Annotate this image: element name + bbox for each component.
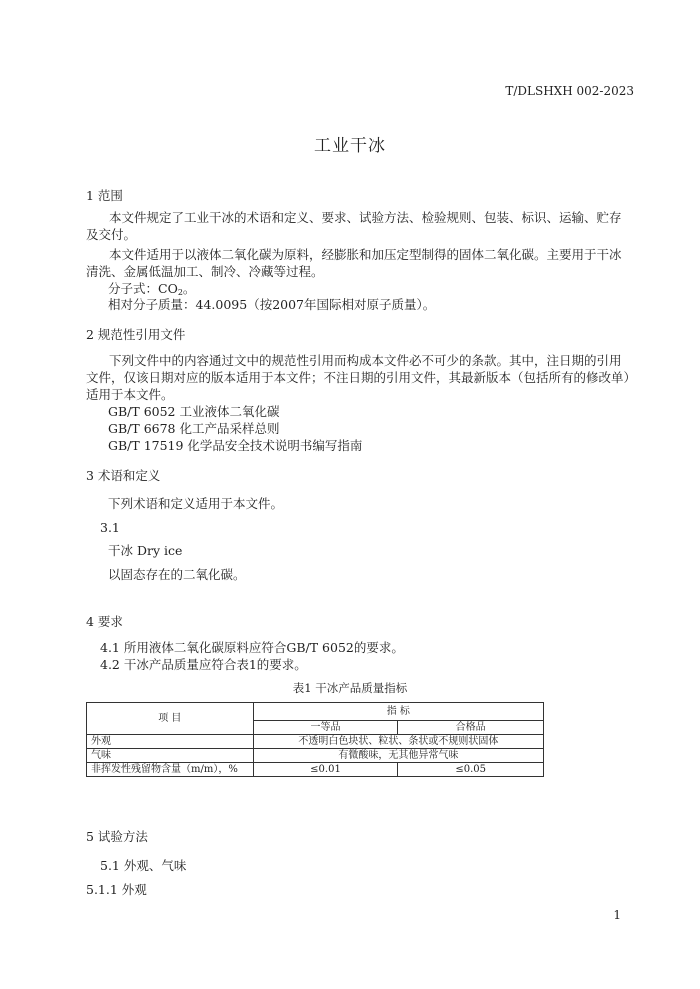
table-cell: 有微酸味，无其他异常气味 <box>253 749 543 763</box>
requirement-4-1: 4.1 所用液体二氧化碳原料应符合GB/T 6052的要求。 <box>100 640 404 655</box>
table-cell: 气味 <box>87 749 254 763</box>
table-header-index: 指 标 <box>253 703 543 721</box>
document-title: 工业干冰 <box>314 136 386 156</box>
term-name: 干冰 Dry ice <box>108 543 183 558</box>
quality-spec-table <box>86 702 544 777</box>
table-header-item: 项 目 <box>87 703 254 735</box>
table-header-grade1: 一等品 <box>253 721 398 735</box>
table-caption: 表1 干冰产品质量指标 <box>292 681 408 695</box>
page-number: 1 <box>613 908 621 922</box>
table-header-grade2: 合格品 <box>398 721 544 735</box>
table-row <box>87 749 544 763</box>
section-3-heading: 3 术语和定义 <box>86 468 161 483</box>
section-1-paragraph-1: 本文件规定了工业干冰的术语和定义、要求、试验方法、检验规则、包装、标识、运输、贮存及交付。 <box>86 210 622 242</box>
reference-item: GB/T 6052 工业液体二氧化碳 <box>108 404 280 419</box>
section-2-paragraph: 下列文件中的内容通过文中的规范性引用而构成本文件必不可少的条款。其中，注日期的引用文件，仅该日期对应的版本适用于本文件；不注日期的引用文件，其最新版本（包括所有的修改单）适用于本文件。 <box>86 353 630 402</box>
table-cell: 非挥发性残留物含量（m/m），% <box>87 763 254 777</box>
section-2-heading: 2 规范性引用文件 <box>86 327 186 342</box>
molecular-formula: 分子式：$CO_2$。 <box>108 281 196 297</box>
section-4-heading: 4 要求 <box>86 614 123 629</box>
table-cell: ≤0.05 <box>398 763 544 777</box>
table-row <box>87 763 544 777</box>
term-definition: 以固态存在的二氧化碳。 <box>108 567 246 582</box>
section-5-heading: 5 试验方法 <box>86 829 148 844</box>
subsection-5-1: 5.1 外观、气味 <box>100 858 187 873</box>
reference-item: GB/T 6678 化工产品采样总则 <box>108 421 280 436</box>
section-3-paragraph: 下列术语和定义适用于本文件。 <box>108 496 284 511</box>
requirement-4-2: 4.2 干冰产品质量应符合表1的要求。 <box>100 657 307 672</box>
molecular-mass: 相对分子质量：44.0095（按2007年国际相对原子质量）。 <box>108 297 436 312</box>
table-cell: ≤0.01 <box>253 763 398 777</box>
table-row <box>87 735 544 749</box>
section-1-paragraph-2: 本文件适用于以液体二氧化碳为原料，经膨胀和加压定型制得的固体二氧化碳。主要用于干冰清洗、金属低温加工、制冷、冷藏等过程。 <box>86 247 622 279</box>
table-cell: 外观 <box>87 735 254 749</box>
term-number: 3.1 <box>100 520 120 535</box>
section-1-heading: 1 范围 <box>86 188 123 203</box>
standard-number: T/DLSHXH 002-2023 <box>505 84 634 98</box>
subsection-5-1-1: 5.1.1 外观 <box>86 882 147 897</box>
table-cell: 不透明白色块状、粒状、条状或不规则状固体 <box>253 735 543 749</box>
reference-item: GB/T 17519 化学品安全技术说明书编写指南 <box>108 438 363 453</box>
